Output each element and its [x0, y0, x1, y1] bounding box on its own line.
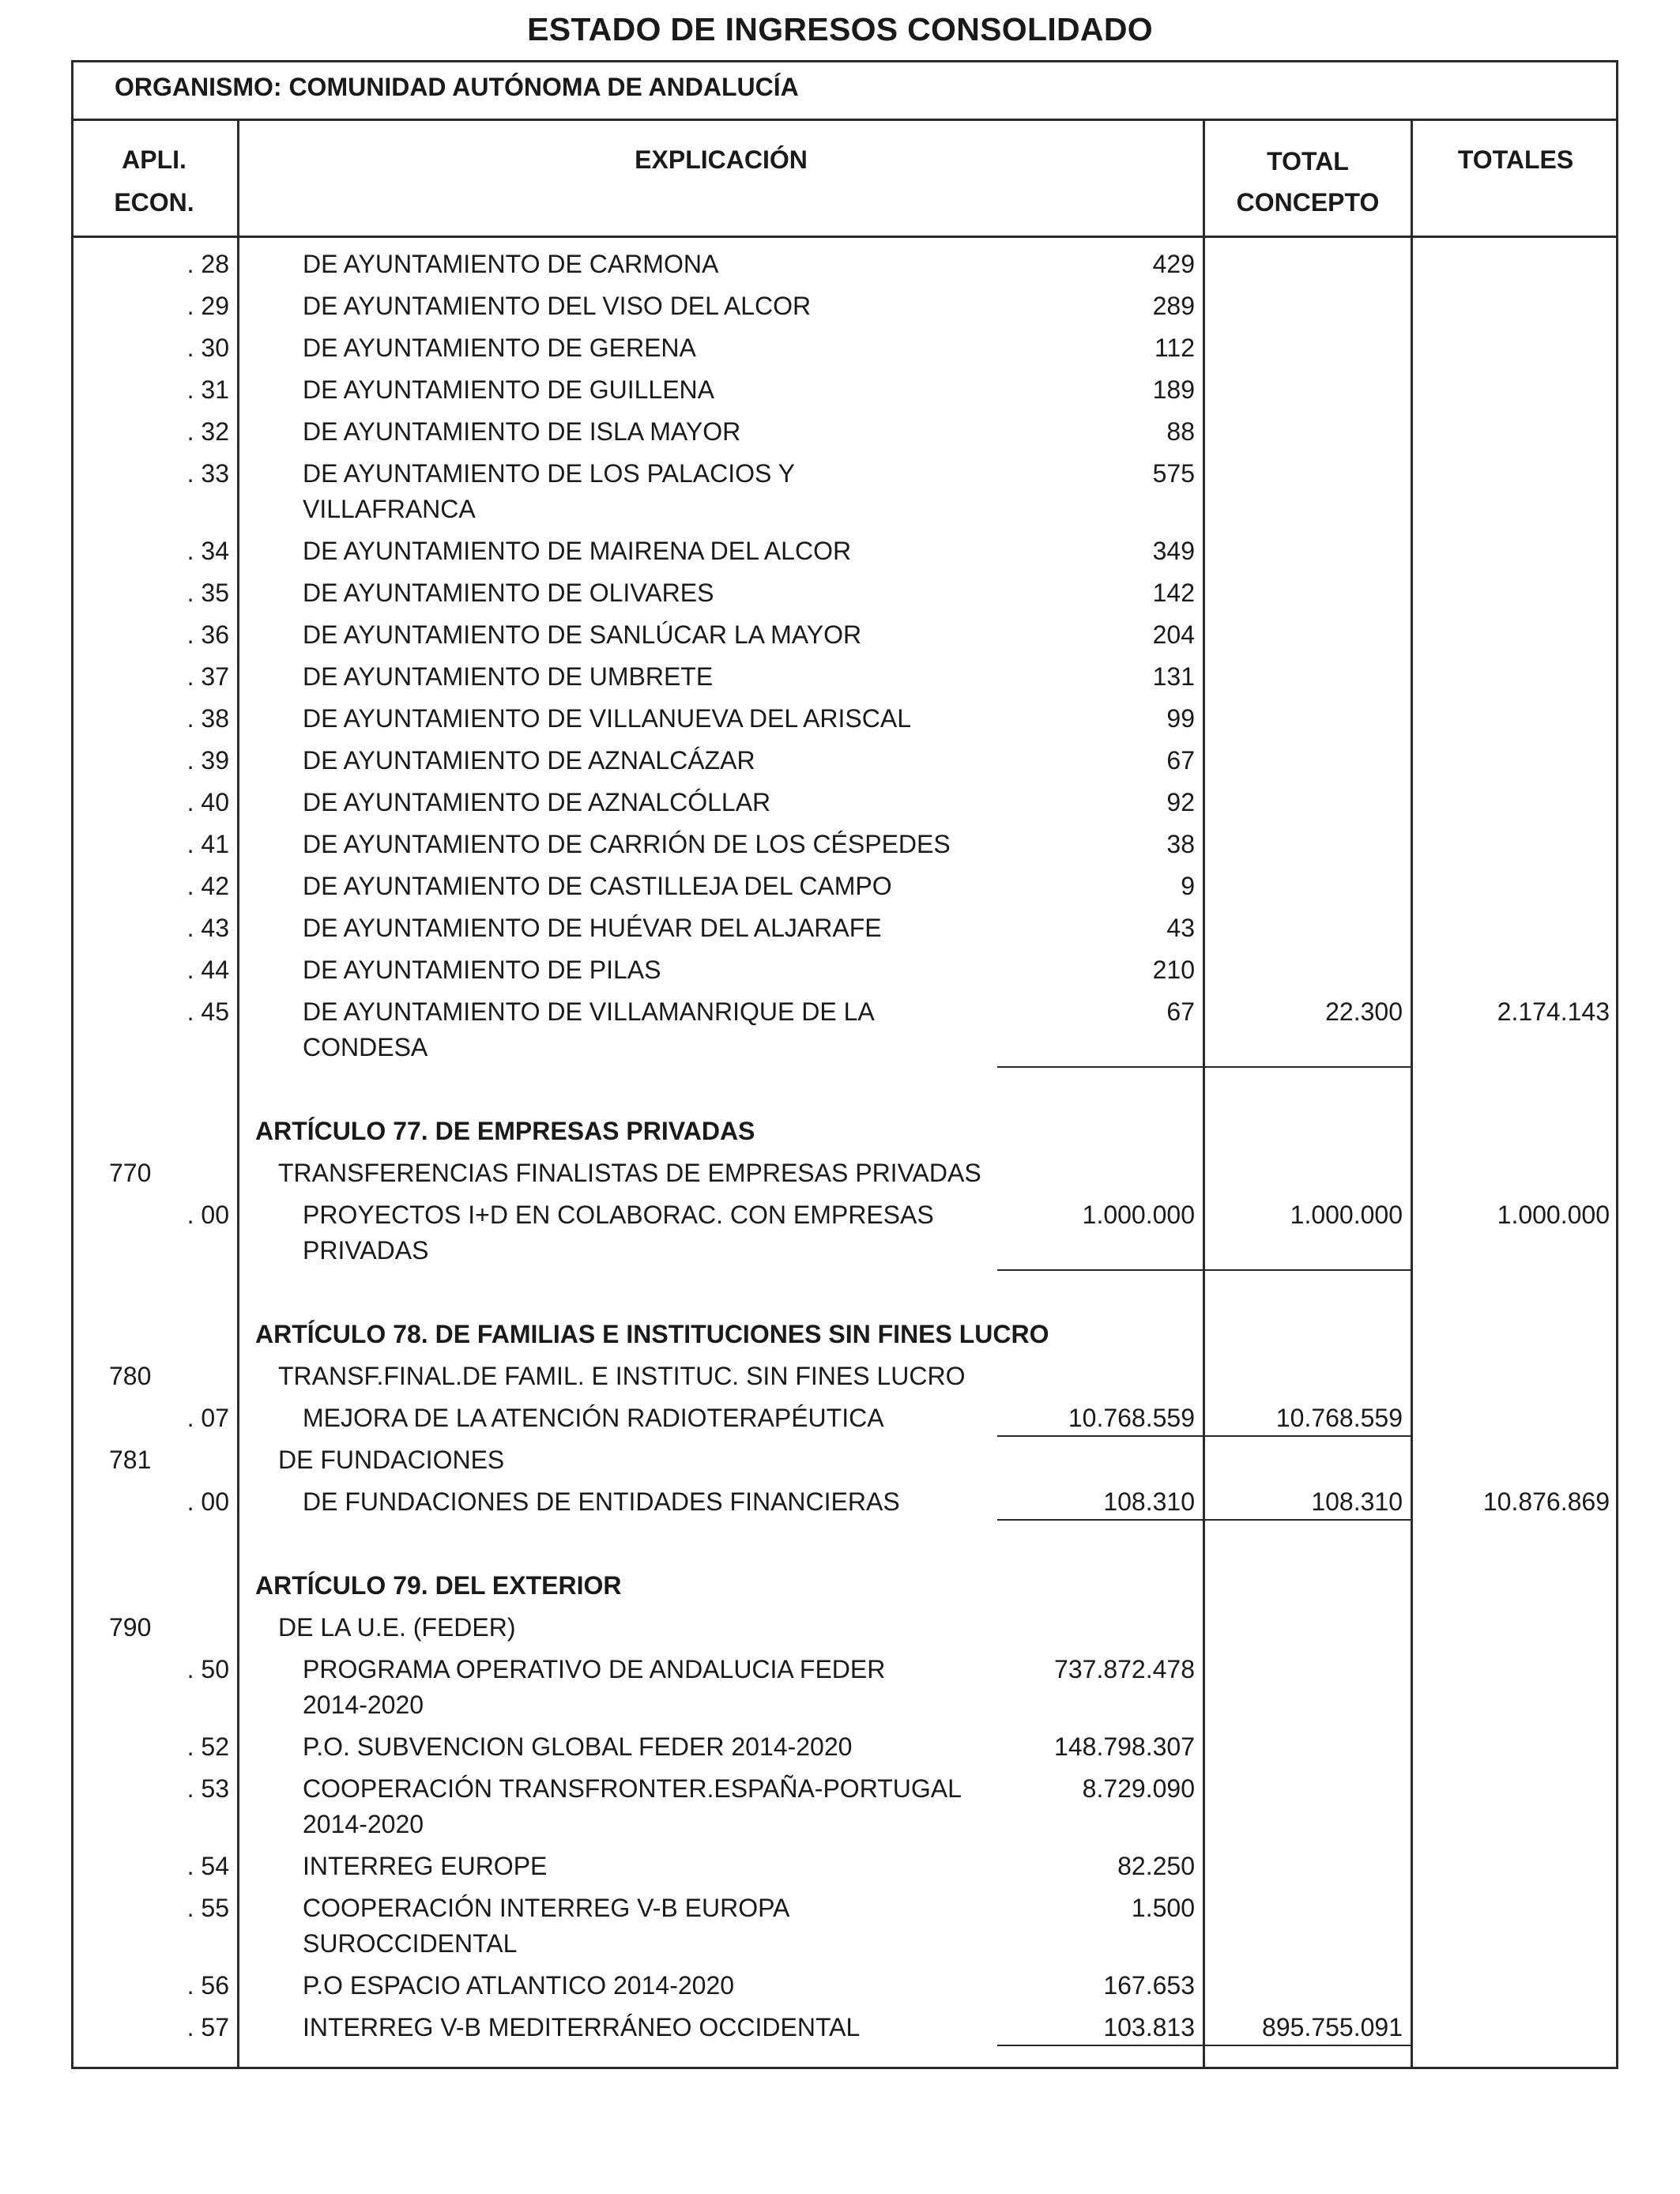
- concept-code: 781: [109, 1446, 152, 1474]
- row-code: . 07: [186, 1404, 229, 1432]
- concept-label: TRANSFERENCIAS FINALISTAS DE EMPRESAS PRIVADAS: [278, 1159, 981, 1187]
- row-description: PRIVADAS: [303, 1236, 429, 1265]
- row-code: . 31: [186, 375, 229, 404]
- row-total-concepto: 895.755.091: [1262, 2013, 1403, 2041]
- row-description: DE FUNDACIONES DE ENTIDADES FINANCIERAS: [303, 1487, 900, 1516]
- row-description: PROGRAMA OPERATIVO DE ANDALUCIA FEDER: [303, 1655, 886, 1683]
- row-amount: 429: [1152, 250, 1195, 278]
- concept-code: 780: [109, 1362, 152, 1390]
- row-description: MEJORA DE LA ATENCIÓN RADIOTERAPÉUTICA: [303, 1404, 884, 1432]
- row-code: . 30: [186, 334, 229, 362]
- row-description: DE AYUNTAMIENTO DE HUÉVAR DEL ALJARAFE: [303, 914, 882, 942]
- row-description: INTERREG V-B MEDITERRÁNEO OCCIDENTAL: [303, 2013, 861, 2041]
- row-code: . 45: [186, 997, 229, 1026]
- row-code: . 52: [186, 1732, 229, 1761]
- row-totales: 2.174.143: [1497, 997, 1610, 1026]
- row-code: . 00: [186, 1487, 229, 1516]
- row-code: . 41: [186, 830, 229, 858]
- row-code: . 37: [186, 662, 229, 691]
- concept-label: DE LA U.E. (FEDER): [278, 1613, 516, 1642]
- row-description: DE AYUNTAMIENTO DE ISLA MAYOR: [303, 417, 741, 446]
- row-description: DE AYUNTAMIENTO DE GERENA: [303, 334, 696, 362]
- row-amount: 737.872.478: [1054, 1655, 1195, 1683]
- row-description: 2014-2020: [303, 1691, 424, 1719]
- row-amount: 575: [1152, 459, 1195, 488]
- row-amount: 8.729.090: [1082, 1774, 1195, 1803]
- row-amount: 112: [1154, 334, 1195, 362]
- row-code: . 33: [186, 459, 229, 488]
- row-amount: 204: [1152, 620, 1195, 649]
- row-description: DE AYUNTAMIENTO DE VILLAMANRIQUE DE LA: [303, 997, 875, 1026]
- row-description: DE AYUNTAMIENTO DE PILAS: [303, 956, 661, 984]
- row-amount: 108.310: [1103, 1487, 1195, 1516]
- row-code: . 36: [186, 620, 229, 649]
- row-description: DE AYUNTAMIENTO DE OLIVARES: [303, 579, 714, 607]
- row-code: . 38: [186, 704, 229, 733]
- row-description: DE AYUNTAMIENTO DE CARRIÓN DE LOS CÉSPEDES: [303, 830, 951, 858]
- row-amount: 148.798.307: [1054, 1732, 1195, 1761]
- row-description: P.O ESPACIO ATLANTICO 2014-2020: [303, 1971, 735, 2000]
- row-code: . 50: [186, 1655, 229, 1683]
- row-code: . 53: [186, 1774, 229, 1803]
- row-code: . 56: [186, 1971, 229, 2000]
- row-description: DE AYUNTAMIENTO DE CARMONA: [303, 250, 719, 278]
- row-code: . 57: [186, 2013, 229, 2041]
- row-description: 2014-2020: [303, 1810, 424, 1838]
- row-code: . 43: [186, 914, 229, 942]
- row-description: COOPERACIÓN TRANSFRONTER.ESPAÑA-PORTUGAL: [303, 1774, 962, 1803]
- total-concepto-underline: [1205, 1066, 1411, 1068]
- row-totales: 1.000.000: [1497, 1201, 1610, 1229]
- row-amount: 289: [1152, 292, 1195, 320]
- row-code: . 28: [186, 250, 229, 278]
- row-code: . 29: [186, 292, 229, 320]
- row-code: . 44: [186, 956, 229, 984]
- organismo-label: ORGANISMO: COMUNIDAD AUTÓNOMA DE ANDALUCÍA: [115, 73, 799, 101]
- row-description: DE AYUNTAMIENTO DE VILLANUEVA DEL ARISCAL: [303, 704, 912, 733]
- row-amount: 349: [1152, 537, 1195, 565]
- row-amount: 67: [1166, 997, 1195, 1026]
- header-total: TOTAL: [1267, 147, 1349, 175]
- page-title: ESTADO DE INGRESOS CONSOLIDADO: [527, 11, 1153, 47]
- row-description: DE AYUNTAMIENTO DE LOS PALACIOS Y: [303, 459, 795, 488]
- row-description: DE AYUNTAMIENTO DEL VISO DEL ALCOR: [303, 292, 812, 320]
- row-amount: 142: [1152, 579, 1195, 607]
- amount-underline: [997, 1435, 1203, 1437]
- header-concepto: CONCEPTO: [1236, 188, 1380, 217]
- article-heading: ARTÍCULO 79. DEL EXTERIOR: [255, 1571, 622, 1600]
- header-totales: TOTALES: [1457, 145, 1574, 174]
- row-description: INTERREG EUROPE: [303, 1852, 548, 1880]
- row-description: PROYECTOS I+D EN COLABORAC. CON EMPRESAS: [303, 1201, 934, 1229]
- row-description: DE AYUNTAMIENTO DE AZNALCÁZAR: [303, 746, 755, 775]
- concept-code: 770: [109, 1159, 152, 1187]
- row-amount: 10.768.559: [1068, 1404, 1195, 1432]
- row-description: P.O. SUBVENCION GLOBAL FEDER 2014-2020: [303, 1732, 853, 1761]
- total-concepto-underline: [1205, 1519, 1411, 1521]
- row-amount: 82.250: [1117, 1852, 1195, 1880]
- concept-code: 790: [109, 1613, 152, 1642]
- row-total-concepto: 22.300: [1325, 997, 1403, 1026]
- row-description: DE AYUNTAMIENTO DE MAIRENA DEL ALCOR: [303, 537, 852, 565]
- row-amount: 131: [1152, 662, 1195, 691]
- row-amount: 210: [1152, 956, 1195, 984]
- row-code: . 35: [186, 579, 229, 607]
- row-description: COOPERACIÓN INTERREG V-B EUROPA: [303, 1894, 790, 1922]
- total-concepto-underline: [1205, 1435, 1411, 1437]
- row-description: DE AYUNTAMIENTO DE SANLÚCAR LA MAYOR: [303, 620, 862, 649]
- row-amount: 67: [1166, 746, 1195, 775]
- amount-underline: [997, 2045, 1203, 2046]
- row-code: . 42: [186, 872, 229, 900]
- row-total-concepto: 1.000.000: [1290, 1201, 1403, 1229]
- header-econ: ECON.: [114, 188, 194, 217]
- concept-label: DE FUNDACIONES: [278, 1446, 505, 1474]
- amount-underline: [997, 1519, 1203, 1521]
- row-description: DE AYUNTAMIENTO DE CASTILLEJA DEL CAMPO: [303, 872, 892, 900]
- row-amount: 1.500: [1131, 1894, 1195, 1922]
- row-code: . 54: [186, 1852, 229, 1880]
- row-code: . 39: [186, 746, 229, 775]
- amount-underline: [997, 1269, 1203, 1271]
- row-description: CONDESA: [303, 1033, 428, 1061]
- row-code: . 40: [186, 788, 229, 816]
- row-totales: 10.876.869: [1482, 1487, 1610, 1516]
- row-description: DE AYUNTAMIENTO DE GUILLENA: [303, 375, 714, 404]
- row-description: SUROCCIDENTAL: [303, 1929, 518, 1958]
- article-heading: ARTÍCULO 78. DE FAMILIAS E INSTITUCIONES SIN FINES LUCRO: [255, 1320, 1049, 1348]
- row-description: DE AYUNTAMIENTO DE UMBRETE: [303, 662, 714, 691]
- row-total-concepto: 108.310: [1311, 1487, 1403, 1516]
- row-amount: 38: [1166, 830, 1195, 858]
- header-explicacion: EXPLICACIÓN: [635, 145, 808, 174]
- amount-underline: [997, 1066, 1203, 1068]
- row-total-concepto: 10.768.559: [1275, 1404, 1403, 1432]
- row-code: . 00: [186, 1201, 229, 1229]
- article-heading: ARTÍCULO 77. DE EMPRESAS PRIVADAS: [255, 1117, 755, 1145]
- row-amount: 103.813: [1103, 2013, 1195, 2041]
- row-amount: 189: [1152, 375, 1195, 404]
- row-amount: 92: [1166, 788, 1195, 816]
- total-concepto-underline: [1205, 1269, 1411, 1271]
- row-amount: 1.000.000: [1082, 1201, 1195, 1229]
- row-amount: 167.653: [1103, 1971, 1195, 2000]
- header-apli: APLI.: [122, 145, 186, 174]
- row-amount: 43: [1166, 914, 1195, 942]
- total-concepto-underline: [1205, 2045, 1411, 2046]
- row-code: . 55: [186, 1894, 229, 1922]
- row-description: VILLAFRANCA: [303, 495, 476, 523]
- row-amount: 88: [1166, 417, 1195, 446]
- concept-label: TRANSF.FINAL.DE FAMIL. E INSTITUC. SIN FINES LUCRO: [278, 1362, 966, 1390]
- row-amount: 9: [1181, 872, 1195, 900]
- row-description: DE AYUNTAMIENTO DE AZNALCÓLLAR: [303, 788, 771, 816]
- row-amount: 99: [1166, 704, 1195, 733]
- row-code: . 34: [186, 537, 229, 565]
- row-code: . 32: [186, 417, 229, 446]
